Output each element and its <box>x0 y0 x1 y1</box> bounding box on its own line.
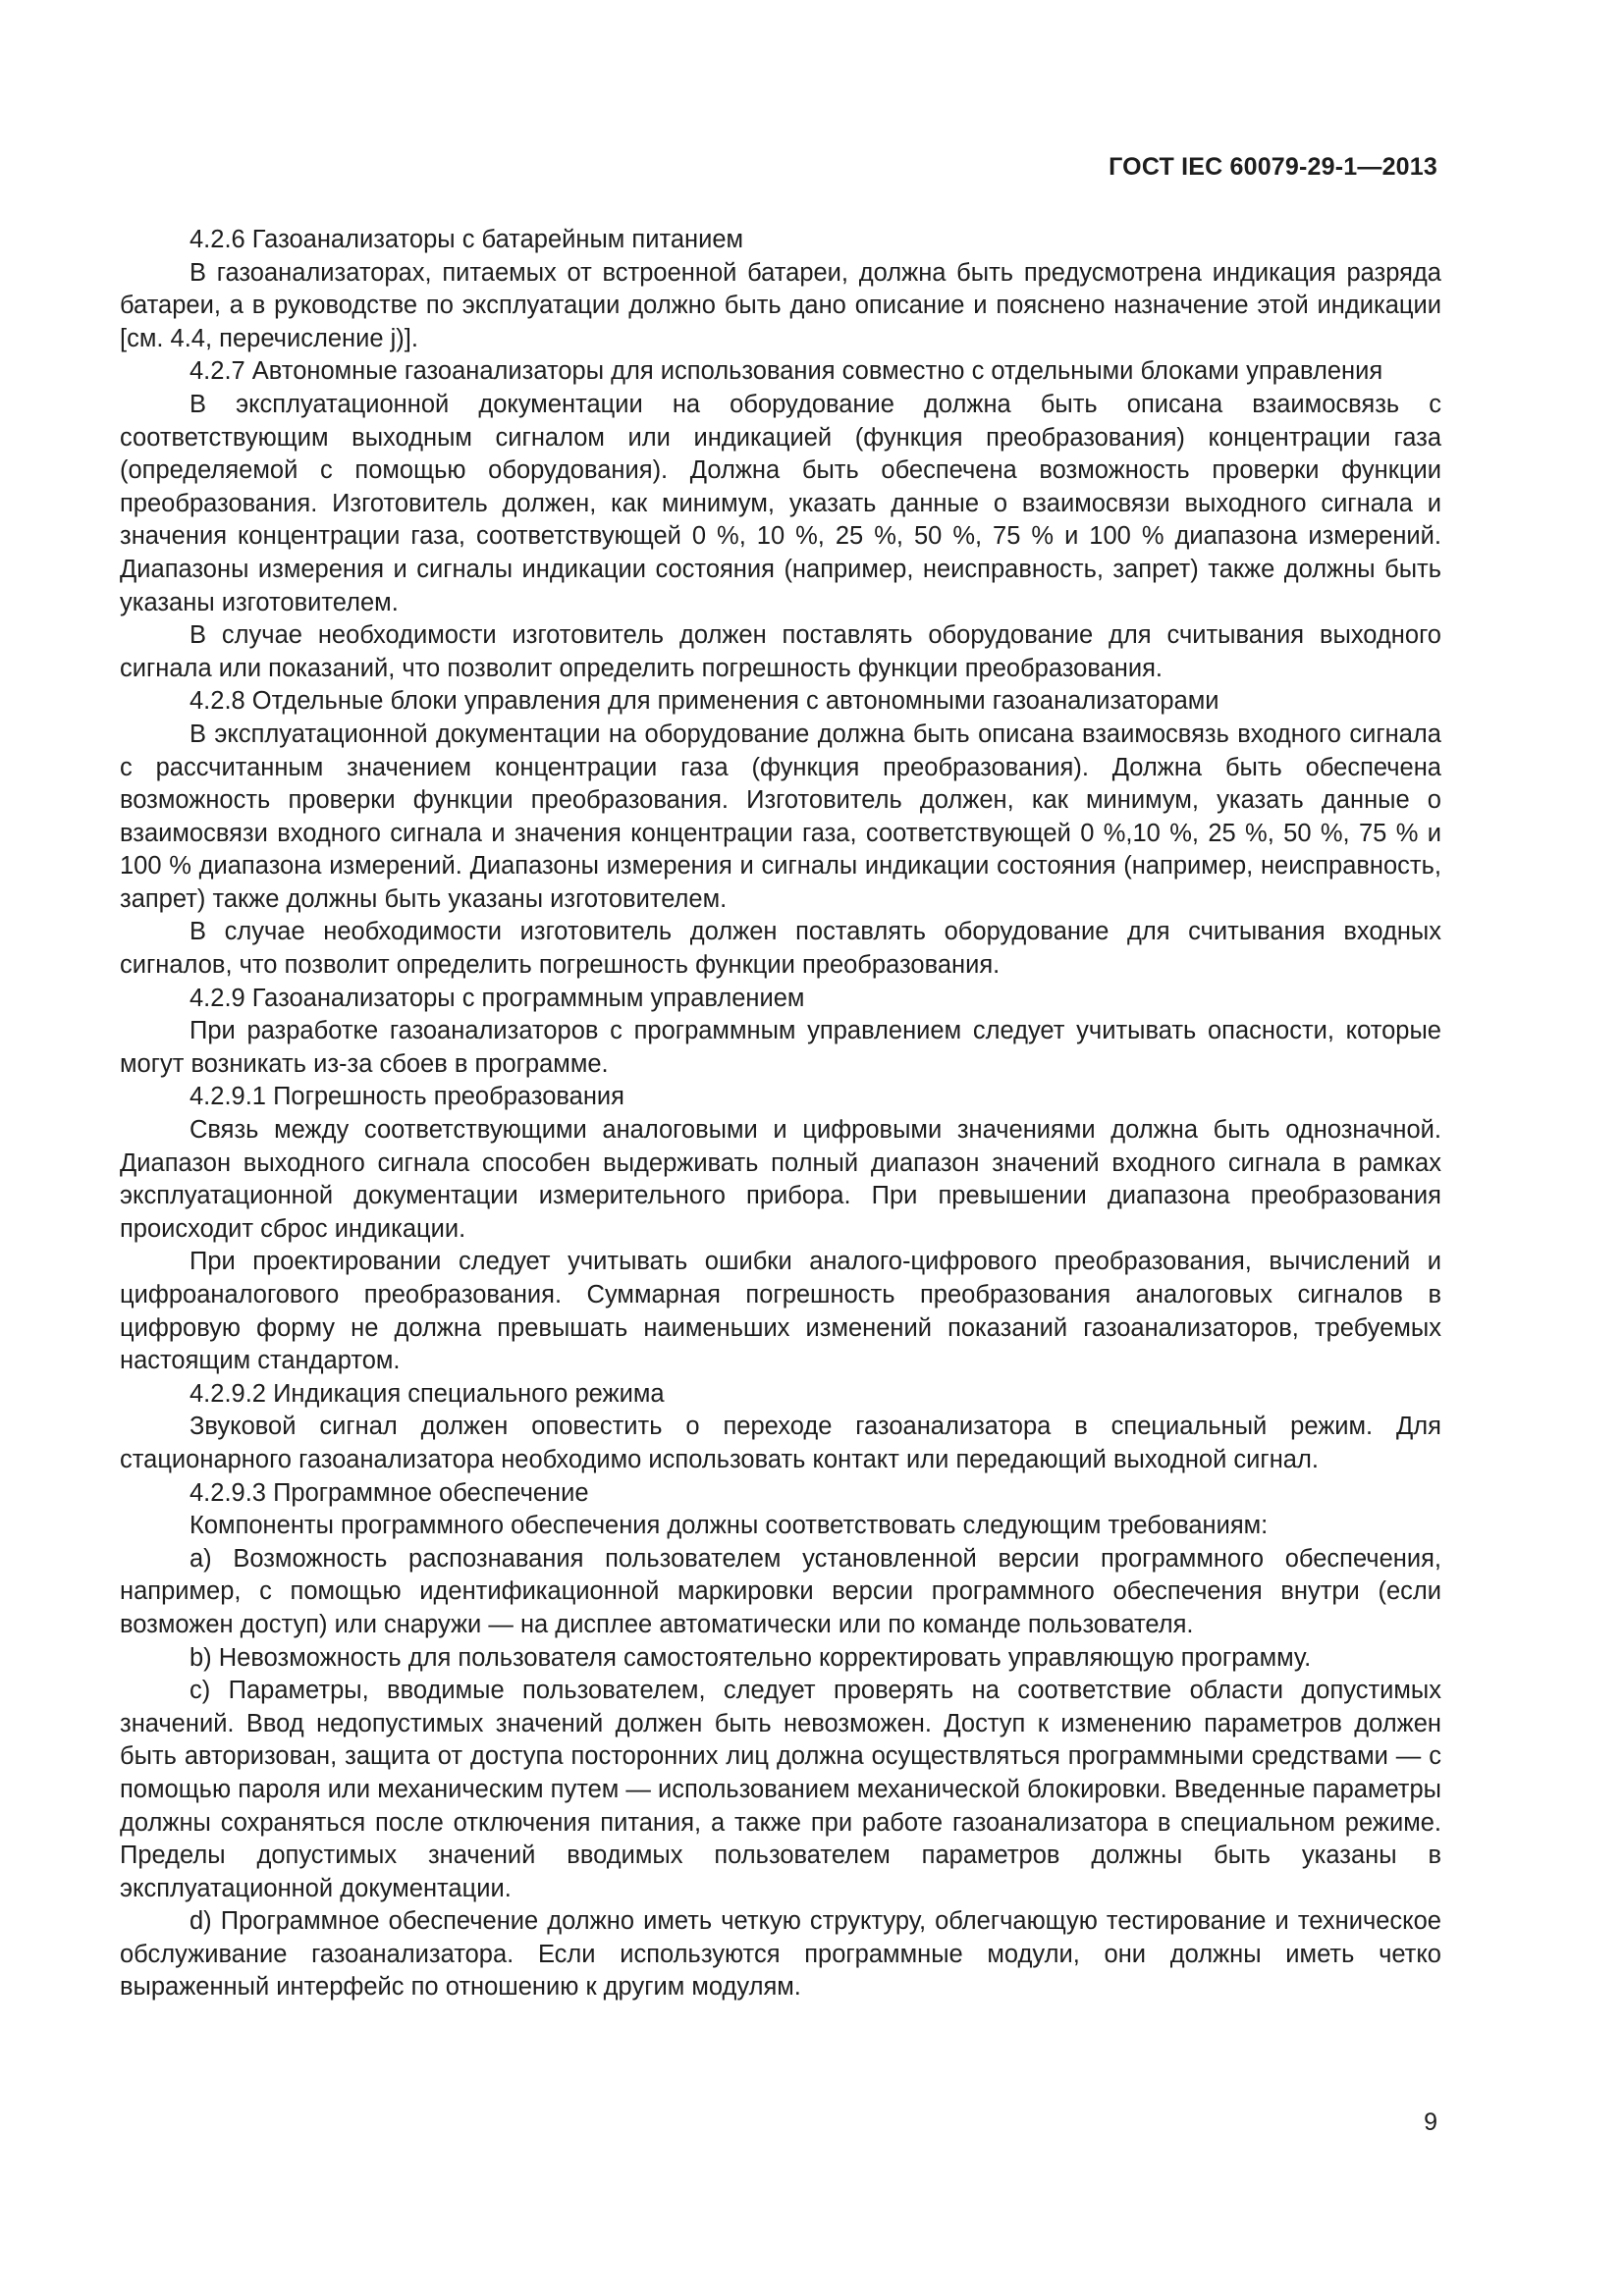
list-item-b: b) Невозможность для пользователя самостоятельно корректировать управляющую программу. <box>189 1643 1312 1672</box>
paragraph: Звуковой сигнал должен оповестить о переходе газоанализатора в специальный режим. Для стационарного газоанализатора необходимо использовать контакт или передающий выходной сигнал. <box>120 1413 1441 1473</box>
paragraph: Компоненты программного обеспечения должны соответствовать следующим требованиям: <box>189 1512 1269 1540</box>
section-heading-4-2-9-1: 4.2.9.1 Погрешность преобразования <box>189 1083 624 1111</box>
section-heading-4-2-9-2: 4.2.9.2 Индикация специального режима <box>189 1379 665 1408</box>
paragraph: В эксплуатационной документации на оборудование должна быть описана взаимосвязь с соответствующим выходным сигналом или индикацией (функция преобразования) концентрации газа (определяемой с помощью оборудования). Должна быть обеспечена возможность проверки функции преобразования. Изготовитель должен, как минимум, указать данные о взаимосвязи выходного сигнала и значения концентрации газа, соответствующей 0 %, 10 %, 25 %, 50 %, 75 % и 100 % диапазона измерений. Диапазоны измерения и сигналы индикации состояния (например, неисправность, запрет) также должны быть указаны изготовителем. <box>120 390 1441 616</box>
list-item-a: a) Возможность распознавания пользователем установленной версии программного обеспечения, например, с помощью идентификационной маркировки версии программного обеспечения внутри (если возможен доступ) или снаружи — на дисплее автоматически или по команде пользователя. <box>120 1544 1441 1638</box>
page-number: 9 <box>1424 2109 1437 2136</box>
paragraph: В газоанализаторах, питаемых от встроенной батареи, должна быть предусмотрена индикация разряда батареи, а в руководстве по эксплуатации должно быть дано описание и пояснено назначение этой индикации [см. 4.4, перечисление j)]. <box>120 258 1441 352</box>
document-code-header: ГОСТ IEC 60079-29-1—2013 <box>1109 153 1437 181</box>
paragraph: В случае необходимости изготовитель должен поставлять оборудование для считывания выходного сигнала или показаний, что позволит определить погрешность функции преобразования. <box>120 621 1441 682</box>
section-heading-4-2-9: 4.2.9 Газоанализаторы с программным управлением <box>189 984 805 1012</box>
paragraph: В случае необходимости изготовитель должен поставлять оборудование для считывания входных сигналов, что позволит определить погрешность функции преобразования. <box>120 918 1441 980</box>
section-heading-4-2-6: 4.2.6 Газоанализаторы с батарейным питанием <box>189 226 744 253</box>
paragraph: При разработке газоанализаторов с программным управлением следует учитывать опасности, которые могут возникать из-за сбоев в программе. <box>120 1017 1441 1078</box>
section-heading-4-2-7: 4.2.7 Автономные газоанализаторы для использования совместно с отдельными блоками управления <box>189 357 1383 386</box>
document-body <box>120 224 1441 2004</box>
section-heading-4-2-8: 4.2.8 Отдельные блоки управления для применения с автономными газоанализаторами <box>189 687 1219 716</box>
list-item-c: c) Параметры, вводимые пользователем, следует проверять на соответствие области допустимых значений. Ввод недопустимых значений должен быть невозможен. Доступ к изменению параметров должен быть авторизован, защита от доступа посторонних лиц должна осуществляться программными средствами — с помощью пароля или механическим путем — использованием механической блокировки. Введенные параметры должны сохраняться после отключения питания, а также при работе газоанализатора в специальном режиме. Пределы допустимых значений вводимых пользователем параметров должны быть указаны в эксплуатационной документации. <box>120 1677 1441 1902</box>
paragraph: Связь между соответствующими аналоговыми и цифровыми значениями должна быть однозначной. Диапазон выходного сигнала способен выдерживать полный диапазон значений входного сигнала в рамках эксплуатационной документации измерительного прибора. При превышении диапазона преобразования происходит сброс индикации. <box>120 1116 1441 1243</box>
list-item-d: d) Программное обеспечение должно иметь четкую структуру, облегчающую тестирование и техническое обслуживание газоанализатора. Если используются программные модули, они должны иметь четко выраженный интерфейс по отношению к другим модулям. <box>120 1907 1441 2002</box>
section-heading-4-2-9-3: 4.2.9.3 Программное обеспечение <box>189 1478 589 1507</box>
paragraph: При проектировании следует учитывать ошибки аналого-цифрового преобразования, вычислений и цифроаналогового преобразования. Суммарная погрешность преобразования аналоговых сигналов в цифровую форму не должна превышать наименьших изменений показаний газоанализаторов, требуемых настоящим стандартом. <box>120 1248 1441 1375</box>
paragraph: В эксплуатационной документации на оборудование должна быть описана взаимосвязь входного сигнала с рассчитанным значением концентрации газа (функция преобразования). Должна быть обеспечена возможность проверки функции преобразования. Изготовитель должен, как минимум, указать данные о взаимосвязи входного сигнала и значения концентрации газа, соответствующей 0 %,10 %, 25 %, 50 %, 75 % и 100 % диапазона измерений. Диапазоны измерения и сигналы индикации состояния (например, неисправность, запрет) также должны быть указаны изготовителем. <box>120 720 1441 913</box>
